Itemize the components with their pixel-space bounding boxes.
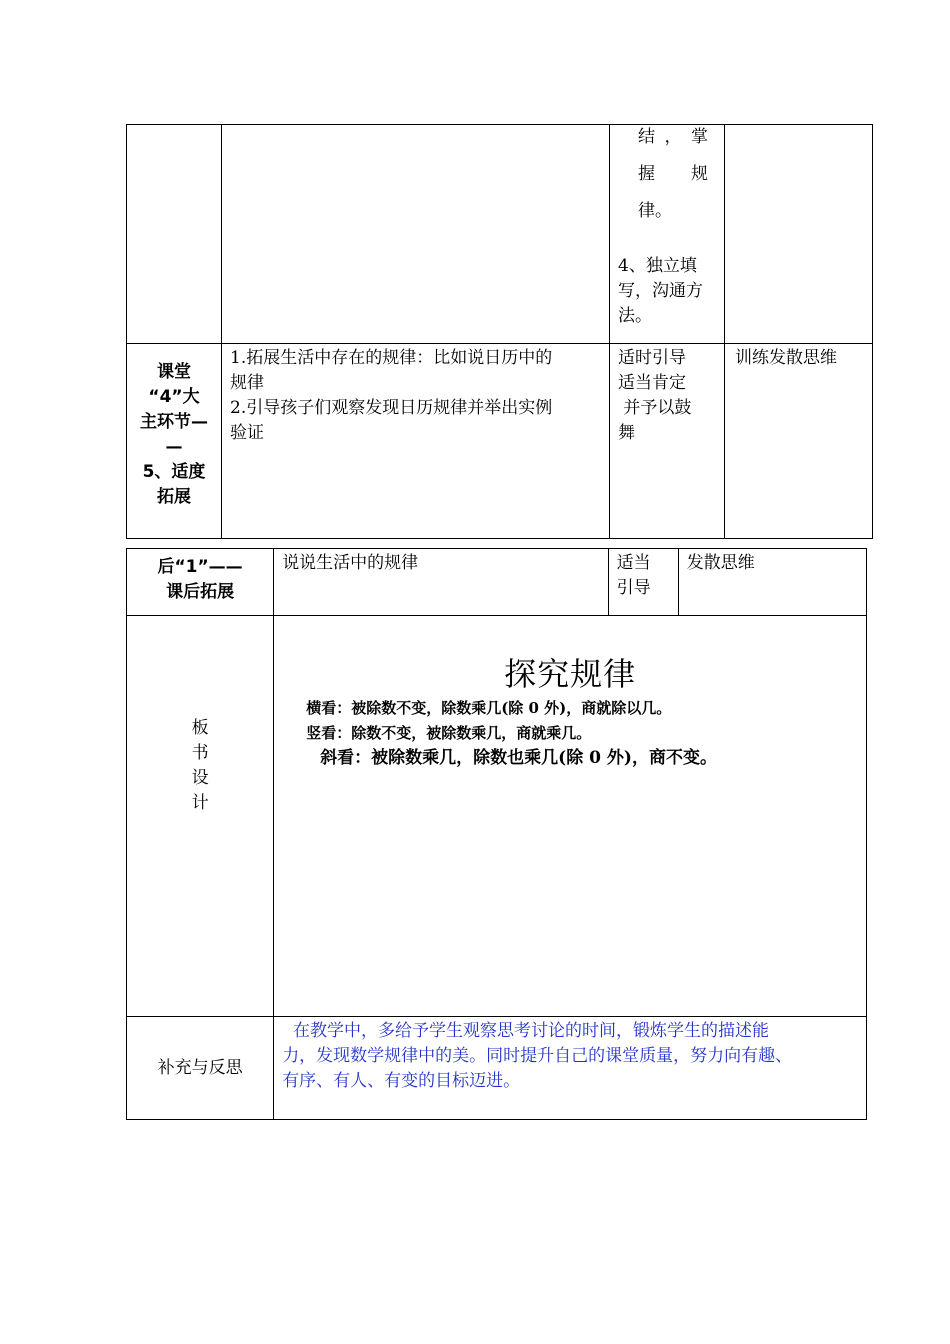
content-cell-empty: [222, 125, 610, 344]
board-line: 竖看：除数不变，被除数乘几，商就乘几。: [306, 724, 592, 742]
stage-label: 课堂 “4”大 主环节— — 5、适度 拓展: [127, 344, 222, 539]
after-class-teacher: 适当 引导: [608, 549, 678, 616]
table-row: [127, 549, 867, 616]
table-row: [127, 344, 873, 539]
reflection-content: 在教学中，多给予学生观察思考讨论的时间，锻炼学生的描述能 力，发现数学规律中的美。同时提升自己的课堂质量，努力向有趣、 有序、有人、有变的目标迈进。: [274, 1017, 867, 1120]
spread-line: 握 规: [638, 164, 708, 184]
lesson-table-upper: [126, 124, 873, 539]
after-class-content: 说说生活中的规律: [274, 549, 608, 616]
step-text: 4、独立填 写，沟通方 法。: [618, 256, 703, 326]
after-class-goal: 发散思维: [678, 549, 866, 616]
student-activity-cell: [610, 125, 725, 344]
board-line: 横看：被除数不变，除数乘几(除 0 外)，商就除以几。: [306, 699, 672, 717]
board-design-label: 板 书 设 计: [127, 616, 274, 1017]
reflection-label: 补充与反思: [127, 1017, 274, 1120]
stage-content: 1.拓展生活中存在的规律：比如说日历中的 规律 2.引导孩子们观察发现日历规律并举出实例 验证: [222, 344, 610, 539]
after-class-label: 后“1”—— 课后拓展: [127, 549, 274, 616]
table-row: [127, 1017, 867, 1120]
label-cell-empty: [127, 125, 222, 344]
lesson-table-lower: [126, 548, 867, 1120]
table-row: [127, 125, 873, 344]
teacher-activity: 适时引导 适当肯定 并予以鼓 舞: [610, 344, 725, 539]
spread-line: 结 ， 掌: [638, 127, 708, 147]
spread-line: 律。: [638, 201, 672, 221]
board-design-content: [274, 616, 867, 1017]
goal-cell-empty: [725, 125, 873, 344]
board-line: 斜看：被除数乘几，除数也乘几(除 0 外)，商不变。: [320, 748, 717, 768]
board-title: 探究规律: [504, 655, 637, 693]
goal-text: 训练发散思维: [725, 344, 873, 539]
table-row: [127, 616, 867, 1017]
